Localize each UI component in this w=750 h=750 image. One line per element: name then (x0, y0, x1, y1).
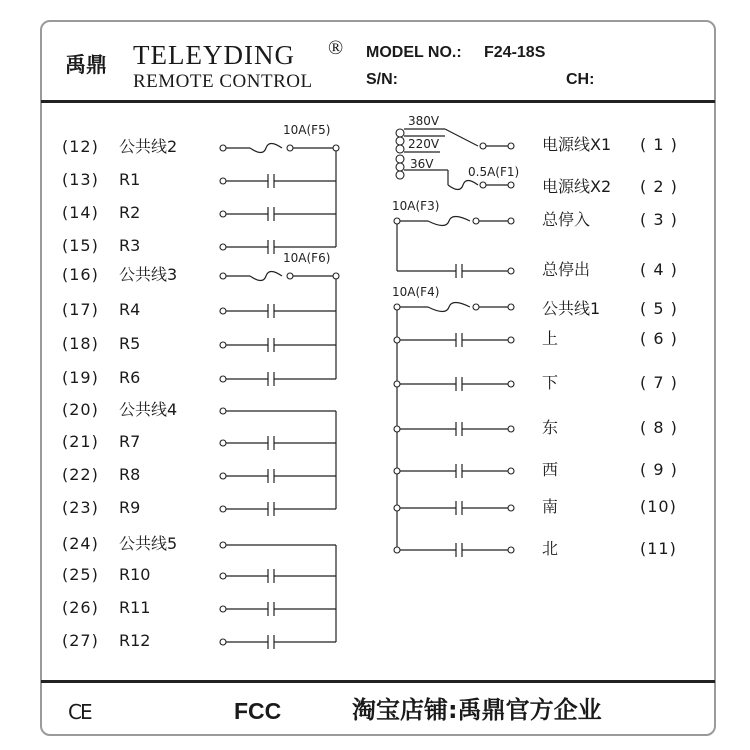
fuse-label: 10A(F3) (392, 199, 440, 213)
terminal-label: R1 (119, 170, 141, 189)
terminal-label: 西 (542, 460, 559, 479)
terminal-label: 南 (542, 497, 559, 516)
model-value: F24-18S (484, 44, 546, 61)
terminal-node (394, 505, 400, 511)
terminal-number: (27) (62, 631, 99, 650)
terminal-label: 电源线X2 (542, 177, 612, 196)
terminal-number: (21) (62, 432, 99, 451)
terminal-number: (19) (62, 368, 99, 387)
terminal-node (220, 606, 226, 612)
terminal-label: R9 (119, 498, 141, 517)
voltage-label: 380V (408, 114, 440, 128)
terminal-number: ( 4 ) (640, 260, 678, 279)
terminal-node (508, 218, 514, 224)
terminal-number: ( 7 ) (640, 373, 678, 392)
shop-name: 淘宝店铺:禹鼎官方企业 (352, 696, 602, 724)
brand-teleyding: TELEYDING (133, 40, 295, 70)
terminal-node (220, 473, 226, 479)
terminal-label: 公共线1 (542, 299, 601, 318)
model-label: MODEL NO.: (366, 44, 462, 61)
fuse-symbol (448, 181, 478, 190)
terminal-node (480, 143, 486, 149)
terminal-label: 公共线5 (119, 534, 178, 553)
fuse-label: 10A(F5) (283, 123, 331, 137)
terminal-number: (22) (62, 465, 99, 484)
terminal-number: (14) (62, 203, 99, 222)
terminal-node (508, 468, 514, 474)
terminal-node (394, 381, 400, 387)
transformer-coil (396, 155, 404, 163)
terminal-label: 东 (542, 418, 559, 437)
terminal-label: 公共线4 (119, 400, 178, 419)
terminal-label: R3 (119, 236, 141, 255)
terminal-number: ( 5 ) (640, 299, 678, 318)
terminal-node (394, 547, 400, 553)
fuse-symbol (428, 303, 470, 312)
terminal-label: R6 (119, 368, 141, 387)
terminal-number: (15) (62, 236, 99, 255)
terminal-node (220, 376, 226, 382)
terminal-number: (16) (62, 265, 99, 284)
sn-label: S/N: (366, 71, 398, 88)
transformer-coil (396, 129, 404, 137)
transformer-coil (396, 145, 404, 153)
terminal-label: 总停出 (542, 260, 591, 279)
terminal-number: (25) (62, 565, 99, 584)
terminal-node (508, 268, 514, 274)
terminal-node (394, 426, 400, 432)
terminal-node (220, 639, 226, 645)
terminal-node (220, 308, 226, 314)
terminal-node (508, 182, 514, 188)
terminal-node (220, 440, 226, 446)
voltage-label: 220V (408, 137, 440, 151)
terminal-number: (11) (640, 539, 677, 558)
terminal-node (287, 273, 293, 279)
terminal-number: (17) (62, 300, 99, 319)
terminal-node (220, 244, 226, 250)
terminal-node (220, 342, 226, 348)
terminal-node (508, 337, 514, 343)
fuse-symbol (250, 272, 282, 281)
terminal-label: 下 (542, 373, 559, 392)
terminal-node (333, 273, 339, 279)
terminal-number: ( 3 ) (640, 210, 678, 229)
terminal-label: 公共线2 (119, 137, 178, 156)
registered-mark: ® (328, 37, 344, 59)
terminal-node (508, 381, 514, 387)
terminal-node (333, 145, 339, 151)
terminal-number: ( 1 ) (640, 135, 678, 154)
terminal-node (473, 218, 479, 224)
terminal-label: R4 (119, 300, 141, 319)
terminal-label: R12 (119, 631, 151, 650)
terminal-label: R2 (119, 203, 141, 222)
transformer-coil (396, 171, 404, 179)
terminal-label: 上 (542, 329, 559, 348)
ce-mark: CE (68, 700, 91, 724)
terminal-node (394, 218, 400, 224)
fuse-symbol (250, 144, 282, 153)
terminal-node (508, 547, 514, 553)
terminal-label: 公共线3 (119, 265, 178, 284)
terminal-label: 电源线X1 (542, 135, 612, 154)
terminal-node (220, 145, 226, 151)
terminal-node (394, 468, 400, 474)
terminal-label: R7 (119, 432, 141, 451)
terminal-node (508, 426, 514, 432)
terminal-node (220, 542, 226, 548)
selector-arm (445, 129, 478, 146)
terminal-label: R8 (119, 465, 141, 484)
terminal-label: 总停入 (542, 210, 591, 229)
terminal-node (480, 182, 486, 188)
fuse-label: 0.5A(F1) (468, 165, 520, 179)
terminal-node (508, 505, 514, 511)
terminal-number: (26) (62, 598, 99, 617)
terminal-node (220, 273, 226, 279)
voltage-label: 36V (410, 157, 434, 171)
transformer-coil (396, 137, 404, 145)
terminal-node (394, 337, 400, 343)
terminal-number: ( 2 ) (640, 177, 678, 196)
terminal-label: R10 (119, 565, 151, 584)
fuse-symbol (428, 217, 470, 226)
terminal-number: ( 6 ) (640, 329, 678, 348)
remote-control-label: REMOTE CONTROL (133, 71, 313, 92)
terminal-node (220, 573, 226, 579)
terminal-number: (20) (62, 400, 99, 419)
brand-chinese: 禹鼎 (65, 53, 107, 77)
terminal-node (220, 506, 226, 512)
terminal-node (220, 178, 226, 184)
terminal-node (394, 304, 400, 310)
fuse-label: 10A(F6) (283, 251, 331, 265)
terminal-node (508, 143, 514, 149)
transformer-coil (396, 163, 404, 171)
terminal-node (287, 145, 293, 151)
ch-label: CH: (566, 71, 595, 88)
terminal-node (220, 408, 226, 414)
terminal-number: (10) (640, 497, 677, 516)
terminal-number: (23) (62, 498, 99, 517)
terminal-number: (18) (62, 334, 99, 353)
fcc-mark: FCC (234, 698, 282, 724)
terminal-label: 北 (542, 539, 559, 558)
terminal-node (508, 304, 514, 310)
terminal-number: ( 8 ) (640, 418, 678, 437)
terminal-node (473, 304, 479, 310)
terminal-number: (12) (62, 137, 99, 156)
terminal-label: R5 (119, 334, 141, 353)
terminal-label: R11 (119, 598, 151, 617)
terminal-node (220, 211, 226, 217)
terminal-number: (24) (62, 534, 99, 553)
terminal-number: ( 9 ) (640, 460, 678, 479)
fuse-label: 10A(F4) (392, 285, 440, 299)
terminal-number: (13) (62, 170, 99, 189)
